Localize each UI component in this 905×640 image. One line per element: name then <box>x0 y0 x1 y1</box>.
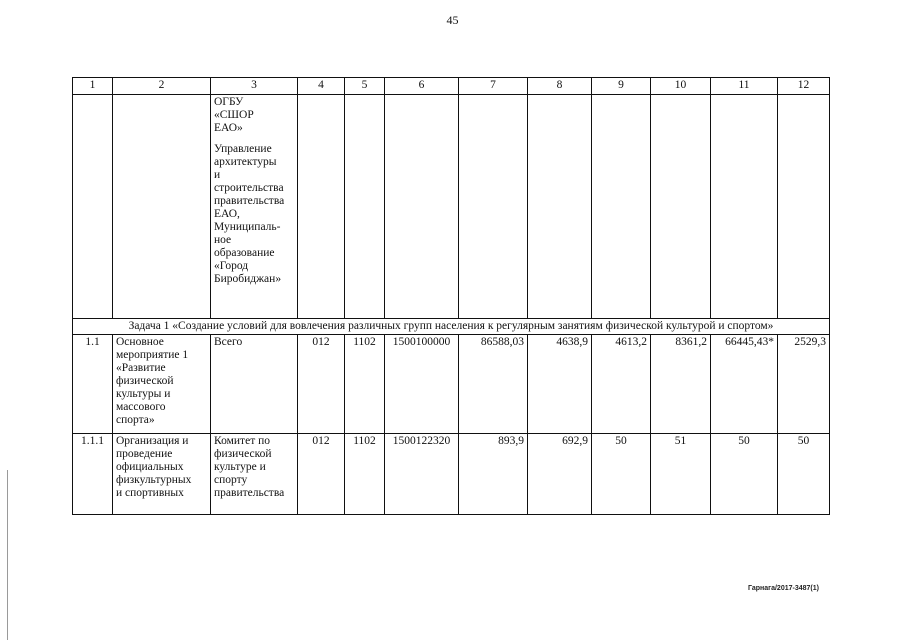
empty-cell <box>592 95 651 319</box>
amount-year: 50 <box>592 434 651 515</box>
empty-cell <box>651 95 711 319</box>
budget-code: 012 <box>298 434 345 515</box>
executor-cell <box>211 95 298 319</box>
amount-year: 4613,2 <box>592 335 651 434</box>
column-number: 7 <box>459 78 528 95</box>
registration-stamp: Гарнага/2017-3487(1) <box>748 585 819 592</box>
amount-year: 51 <box>651 434 711 515</box>
executor-cell: Комитет по физической культуре и спорту правительства <box>211 434 298 515</box>
section-code: 1102 <box>345 335 385 434</box>
empty-cell <box>298 95 345 319</box>
column-number: 9 <box>592 78 651 95</box>
amount-total: 893,9 <box>459 434 528 515</box>
empty-cell <box>113 95 211 319</box>
measure-name: Основное мероприятие 1 «Развитие физической культуры и массового спорта» <box>113 335 211 434</box>
task-heading-row <box>73 319 830 335</box>
empty-cell <box>528 95 592 319</box>
task-heading: Задача 1 «Создание условий для вовлечения различных групп населения к регулярным занятиям физической культурой и спортом» <box>73 319 830 335</box>
page-number: 45 <box>446 13 459 27</box>
scan-edge-line <box>7 470 8 640</box>
column-number: 4 <box>298 78 345 95</box>
amount-year: 692,9 <box>528 434 592 515</box>
amount-year: 66445,43* <box>711 335 778 434</box>
column-number: 2 <box>113 78 211 95</box>
column-number: 6 <box>385 78 459 95</box>
amount-total: 86588,03 <box>459 335 528 434</box>
amount-year: 8361,2 <box>651 335 711 434</box>
amount-year: 50 <box>711 434 778 515</box>
empty-cell <box>778 95 830 319</box>
column-number: 10 <box>651 78 711 95</box>
row-number: 1.1 <box>73 335 113 434</box>
amount-year: 4638,9 <box>528 335 592 434</box>
target-code: 1500100000 <box>385 335 459 434</box>
empty-cell <box>345 95 385 319</box>
row-number: 1.1.1 <box>73 434 113 515</box>
executor-cell: Всего <box>211 335 298 434</box>
column-number: 3 <box>211 78 298 95</box>
column-number: 12 <box>778 78 830 95</box>
column-number: 5 <box>345 78 385 95</box>
column-number: 8 <box>528 78 592 95</box>
budget-code: 012 <box>298 335 345 434</box>
program-table <box>72 77 830 515</box>
executor-name: Управление архитектуры и строительства правительства ЕАО, Муниципаль- ное образование «Город Биробиджан» <box>214 143 285 285</box>
empty-cell <box>459 95 528 319</box>
table-row <box>73 95 830 319</box>
column-number: 1 <box>73 78 113 95</box>
column-number: 11 <box>711 78 778 95</box>
executor-name: ОГБУ «СШОР ЕАО» <box>214 96 254 134</box>
target-code: 1500122320 <box>385 434 459 515</box>
column-numbers-row <box>73 78 830 95</box>
empty-cell <box>385 95 459 319</box>
amount-year: 50 <box>778 434 830 515</box>
table-row <box>73 335 830 434</box>
empty-cell <box>73 95 113 319</box>
empty-cell <box>711 95 778 319</box>
table-row <box>73 434 830 515</box>
section-code: 1102 <box>345 434 385 515</box>
measure-name: Организация и проведение официальных физкультурных и спортивных <box>113 434 211 515</box>
amount-year: 2529,3 <box>778 335 830 434</box>
